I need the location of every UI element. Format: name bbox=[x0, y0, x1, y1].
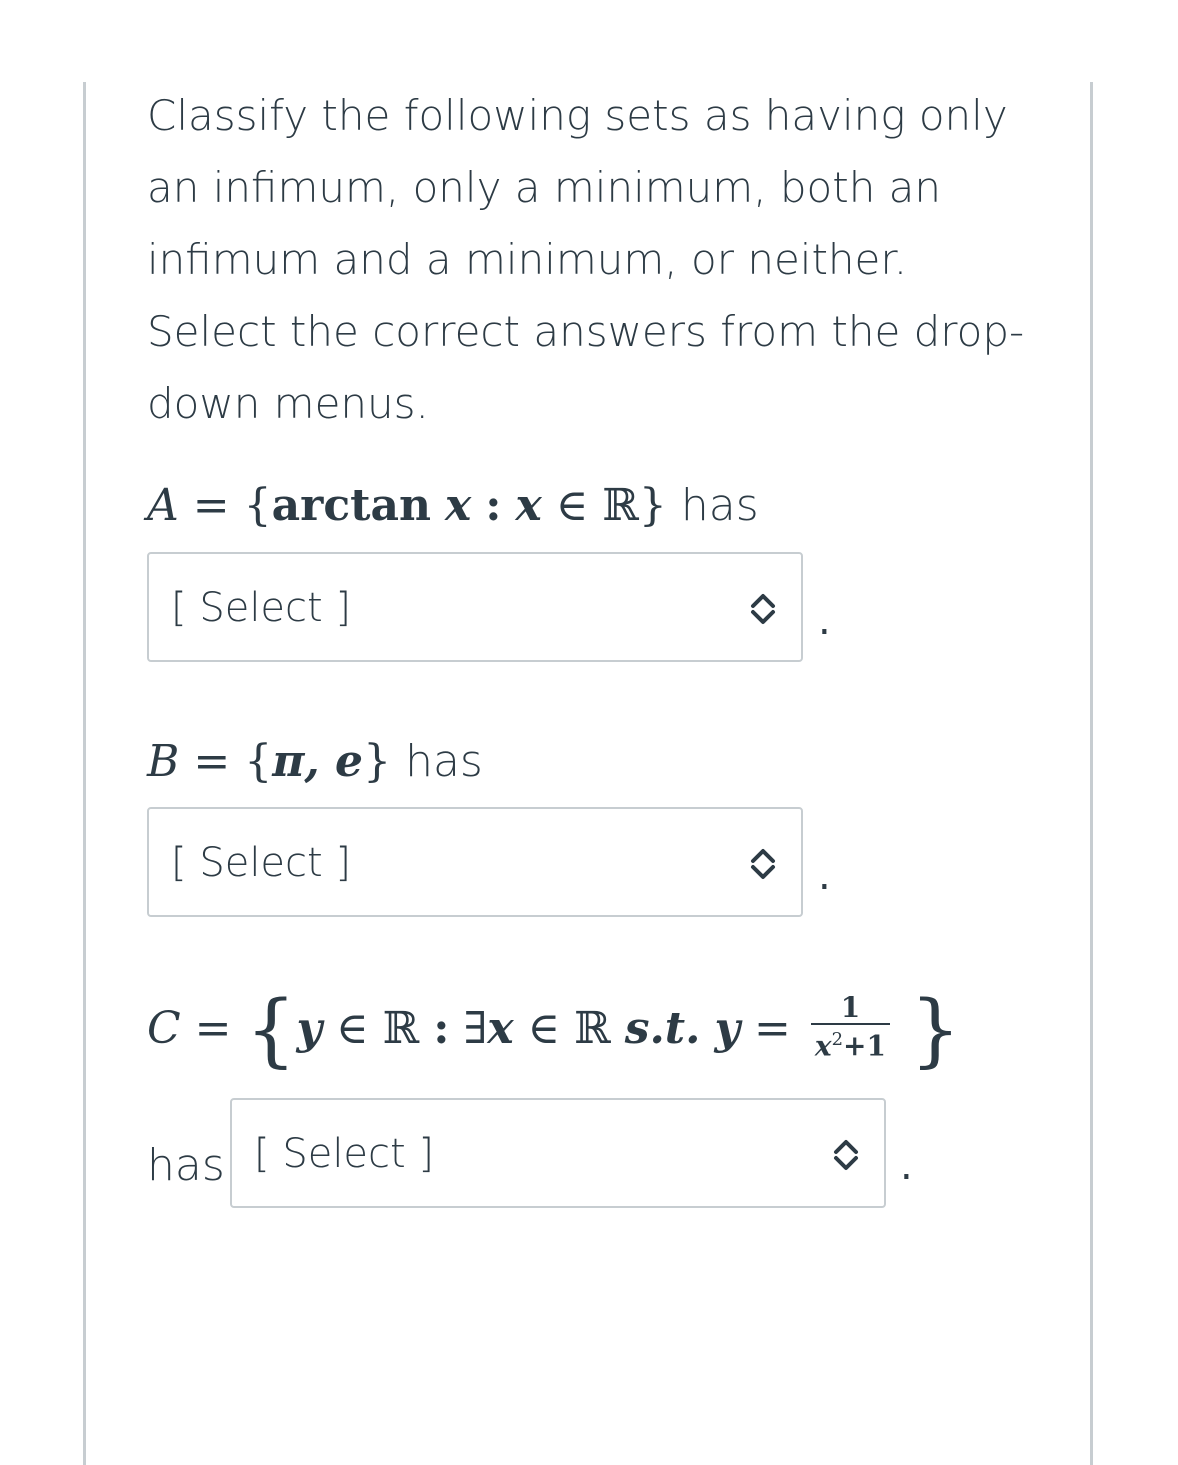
set-a-function: arctan bbox=[271, 480, 431, 531]
question-body bbox=[147, 80, 1047, 440]
set-c-such-that: s.t. bbox=[624, 1003, 701, 1054]
set-c-denominator-rest: +1 bbox=[843, 1029, 886, 1062]
chevron-up-down-icon bbox=[832, 1138, 860, 1172]
set-b-equals: = bbox=[193, 736, 231, 787]
set-c-equals: = bbox=[194, 1003, 232, 1054]
set-c-name: C bbox=[147, 1003, 181, 1054]
set-c-fraction-denominator bbox=[811, 1025, 890, 1061]
question-prompt: Classify the following sets as having only an infimum, only a minimum, both an infimum and a minimum, or neither. Select the correct answers from the drop-down menus. bbox=[147, 91, 1025, 428]
set-a-open-brace: { bbox=[243, 480, 272, 531]
set-c-select-dropdown[interactable] bbox=[230, 1098, 886, 1208]
set-c-fraction-numerator: 1 bbox=[811, 993, 890, 1025]
set-c-element-of: ∈ bbox=[336, 1003, 369, 1054]
set-c-y: y bbox=[296, 1003, 323, 1054]
set-c-period: . bbox=[900, 1143, 913, 1189]
set-c-exists: ∃ bbox=[463, 1003, 488, 1054]
set-c-definition bbox=[147, 983, 961, 1100]
set-c-reals-2: ℝ bbox=[574, 1003, 611, 1054]
chevron-up-down-icon bbox=[749, 592, 777, 626]
set-c-colon: : bbox=[433, 1003, 450, 1054]
question-border-left bbox=[83, 82, 86, 1465]
set-c-open-brace: { bbox=[245, 983, 297, 1076]
chevron-up-down-icon bbox=[749, 847, 777, 881]
set-c-element-of-2: ∈ bbox=[527, 1003, 561, 1054]
set-a-definition bbox=[147, 480, 759, 531]
set-a-colon: : bbox=[485, 480, 502, 531]
set-a-equals: = bbox=[192, 480, 230, 531]
question-border-right bbox=[1090, 82, 1093, 1465]
set-c-select-label: [ Select ] bbox=[254, 1131, 435, 1177]
set-b-select-label: [ Select ] bbox=[171, 840, 352, 886]
set-a-element-of: ∈ bbox=[555, 480, 589, 531]
set-a-select-dropdown[interactable] bbox=[147, 552, 803, 662]
set-c-reals: ℝ bbox=[382, 1003, 420, 1054]
set-a-close-brace: } bbox=[638, 480, 667, 531]
set-b-close-brace: } bbox=[363, 736, 392, 787]
set-a-variable-2: x bbox=[515, 480, 542, 531]
set-b-open-brace: { bbox=[244, 736, 273, 787]
set-b-elements: π, e bbox=[272, 736, 364, 787]
set-c-x: x bbox=[487, 1003, 514, 1054]
set-a-reals: ℝ bbox=[602, 480, 639, 531]
set-b-definition bbox=[147, 736, 483, 787]
set-c-y-2: y bbox=[714, 1003, 741, 1054]
set-b-period: . bbox=[818, 853, 831, 899]
set-b-name: B bbox=[147, 736, 180, 787]
set-c-close-brace: } bbox=[910, 983, 961, 1076]
set-c-has-label: has bbox=[147, 1140, 225, 1191]
set-b-has-label: has bbox=[405, 736, 483, 787]
set-a-name: A bbox=[147, 480, 179, 531]
set-c-denominator-x: x bbox=[814, 1029, 832, 1062]
set-c-denominator-exponent: 2 bbox=[831, 1028, 844, 1050]
set-a-select-label: [ Select ] bbox=[171, 585, 352, 631]
set-b-select-dropdown[interactable] bbox=[147, 807, 803, 917]
set-c-fraction bbox=[811, 990, 890, 1062]
set-a-period: . bbox=[818, 598, 831, 644]
set-c-equals-2: = bbox=[754, 1003, 791, 1054]
set-a-has-label: has bbox=[680, 480, 759, 531]
set-a-variable: x bbox=[444, 480, 472, 531]
